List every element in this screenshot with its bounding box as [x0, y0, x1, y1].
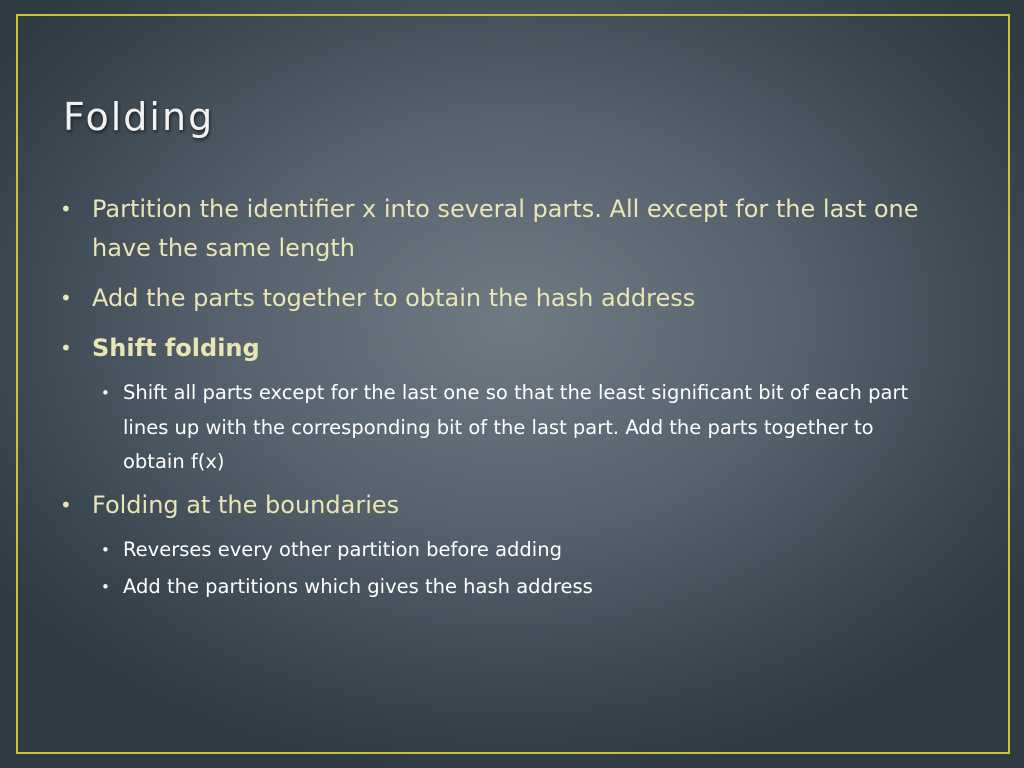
bullet-item-add-parts: [60, 279, 940, 318]
bullet-item-folding-boundaries: [60, 486, 940, 525]
sub-bullet-text: Shift all parts except for the last one so that the least significant bit of each part lines up with the corresponding bit of the last part. Add the parts together to obtain f(x): [123, 381, 909, 473]
bullet-text: Folding at the boundaries: [92, 490, 400, 519]
sub-bullet-text: Reverses every other partition before adding: [123, 537, 562, 561]
bullet-text: Add the parts together to obtain the hash address: [92, 284, 696, 312]
sub-bullet-icon: •: [101, 384, 110, 402]
slide-body: [60, 190, 940, 611]
bullet-item-partition: [60, 190, 940, 268]
bullet-item-shift-folding: [60, 329, 940, 368]
sub-bullet-item-add-partitions: [101, 570, 940, 605]
slide-title: Folding: [63, 95, 215, 139]
sub-bullet-icon: •: [101, 578, 110, 596]
sub-bullet-item-reverses: [101, 533, 940, 568]
bullet-text: Shift folding: [92, 334, 260, 362]
sub-bullet-text: Add the partitions which gives the hash address: [123, 575, 593, 598]
bullet-icon: •: [60, 336, 72, 360]
bullet-icon: •: [60, 197, 72, 221]
bullet-icon: •: [60, 286, 72, 310]
sub-bullet-item-shift-description: [101, 376, 940, 480]
bullet-text: Partition the identifier x into several parts. All except for the last one have the same length: [92, 195, 919, 262]
bullet-icon: •: [60, 492, 72, 517]
sub-bullet-icon: •: [101, 540, 110, 559]
